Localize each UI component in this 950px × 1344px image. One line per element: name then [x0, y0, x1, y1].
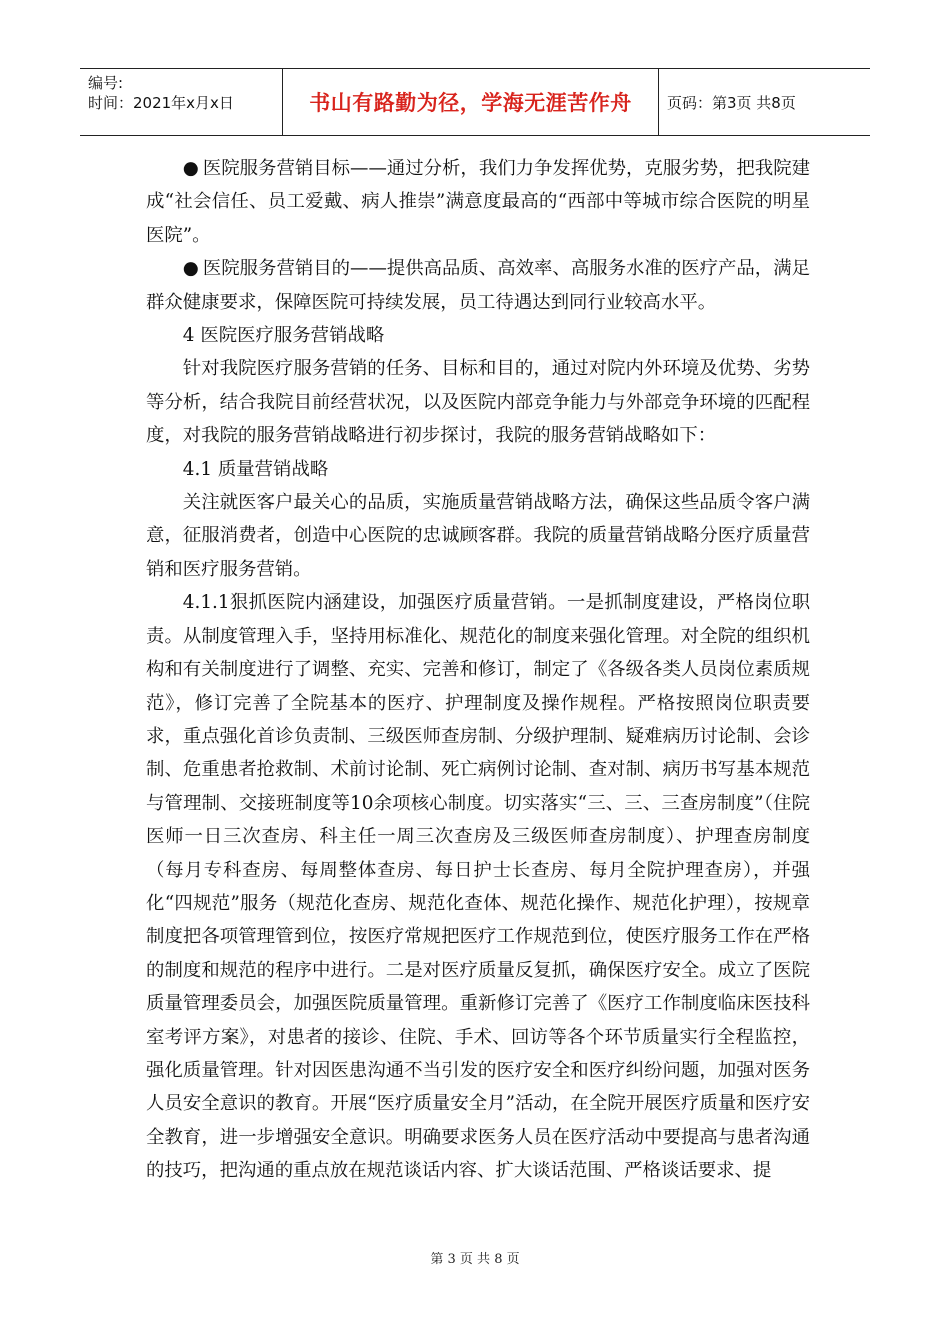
header-motto: 书山有路勤为径，学海无涯苦作舟 — [283, 69, 659, 135]
bullet-icon: ● — [182, 158, 199, 179]
header-page-info: 页码：第3页 共8页 — [667, 93, 796, 112]
page-header — [80, 68, 870, 136]
paragraph-strategy-intro: 针对我院医疗服务营销的任务、目标和目的，通过对院内外环境及优势、劣势等分析，结合我院目前经营状况，以及医院内部竞争能力与外部竞争环境的匹配程度，对我院的服务营销战略进行初步探讨，我院的服务营销战略如下： — [146, 358, 810, 447]
page-footer: 第 3 页 共 8 页 — [430, 1252, 520, 1267]
paragraph-bullet-goal — [146, 152, 810, 252]
paragraph-text: 医院服务营销目标——通过分析，我们力争发挥优势，克服劣势，把我院建成“社会信任、员工爱戴、病人推崇”满意度最高的“西部中等城市综合医院的明星医院”。 — [146, 158, 810, 246]
paragraph-bullet-purpose — [146, 252, 810, 319]
paragraph-quality-strategy: 关注就医客户最关心的品质，实施质量营销战略方法，确保这些品质令客户满意，征服消费者，创造中心医院的忠诚顾客群。我院的质量营销战略分医疗质量营销和医疗服务营销。 — [146, 492, 810, 580]
header-meta — [80, 69, 283, 135]
section-heading-4-1: 4.1 质量营销战略 — [182, 458, 329, 480]
document-body — [146, 152, 810, 1188]
document-date: 时间：2021年x月x日 — [88, 94, 234, 112]
section-heading-4: 4 医院医疗服务营销战略 — [182, 325, 385, 347]
paragraph-4-1-1: 4.1.1狠抓医院内涵建设，加强医疗质量营销。一是抓制度建设，严格岗位职责。从制度管理入手，坚持用标准化、规范化的制度来强化管理。对全院的组织机构和有关制度进行了调整、充实、完善和修订，制定了《各级各类人员岗位素质规范》，修订完善了全院基本的医疗、护理制度及操作规程。严格按照岗位职责要求，重点强化首诊负责制、三级医师查房制、分级护理制、疑难病历讨论制、会诊制、危重患者抢救制、术前讨论制、死亡病例讨论制、查对制、病历书写基本规范与管理制、交接班制度等10余项核心制度。切实落实“三、三、三查房制度”（住院医师一日三次查房、科主任一周三次查房及三级医师查房制度）、护理查房制度（每月专科查房、每周整体查房、每日护士长查房、每月全院护理查房），并强化“四规范”服务（规范化查房、规范化查体、规范化操作、规范化护理），按规章制度把各项管理管到位，按医疗常规把医疗工作规范到位，使医疗服务工作在严格的制度和规范的程序中进行。二是对医疗质量反复抓，确保医疗安全。成立了医院质量管理委员会，加强医院质量管理。重新修订完善了《医疗工作制度临床医技科室考评方案》，对患者的接诊、住院、手术、回访等各个环节质量实行全程监控，强化质量管理。针对因医患沟通不当引发的医疗安全和医疗纠纷问题，加强对医务人员安全意识的教育。开展“医疗质量安全月”活动，在全院开展医疗质量和医疗安全教育，进一步增强安全意识。明确要求医务人员在医疗活动中要提高与患者沟通的技巧，把沟通的重点放在规范谈话内容、扩大谈话范围、严格谈话要求、提 — [146, 592, 810, 1182]
document-number-label: 编号: — [88, 74, 124, 92]
paragraph-text: 医院服务营销目的——提供高品质、高效率、高服务水准的医疗产品，满足群众健康要求，保障医院可持续发展，员工待遇达到同行业较高水平。 — [146, 258, 810, 313]
bullet-icon: ● — [182, 258, 199, 280]
